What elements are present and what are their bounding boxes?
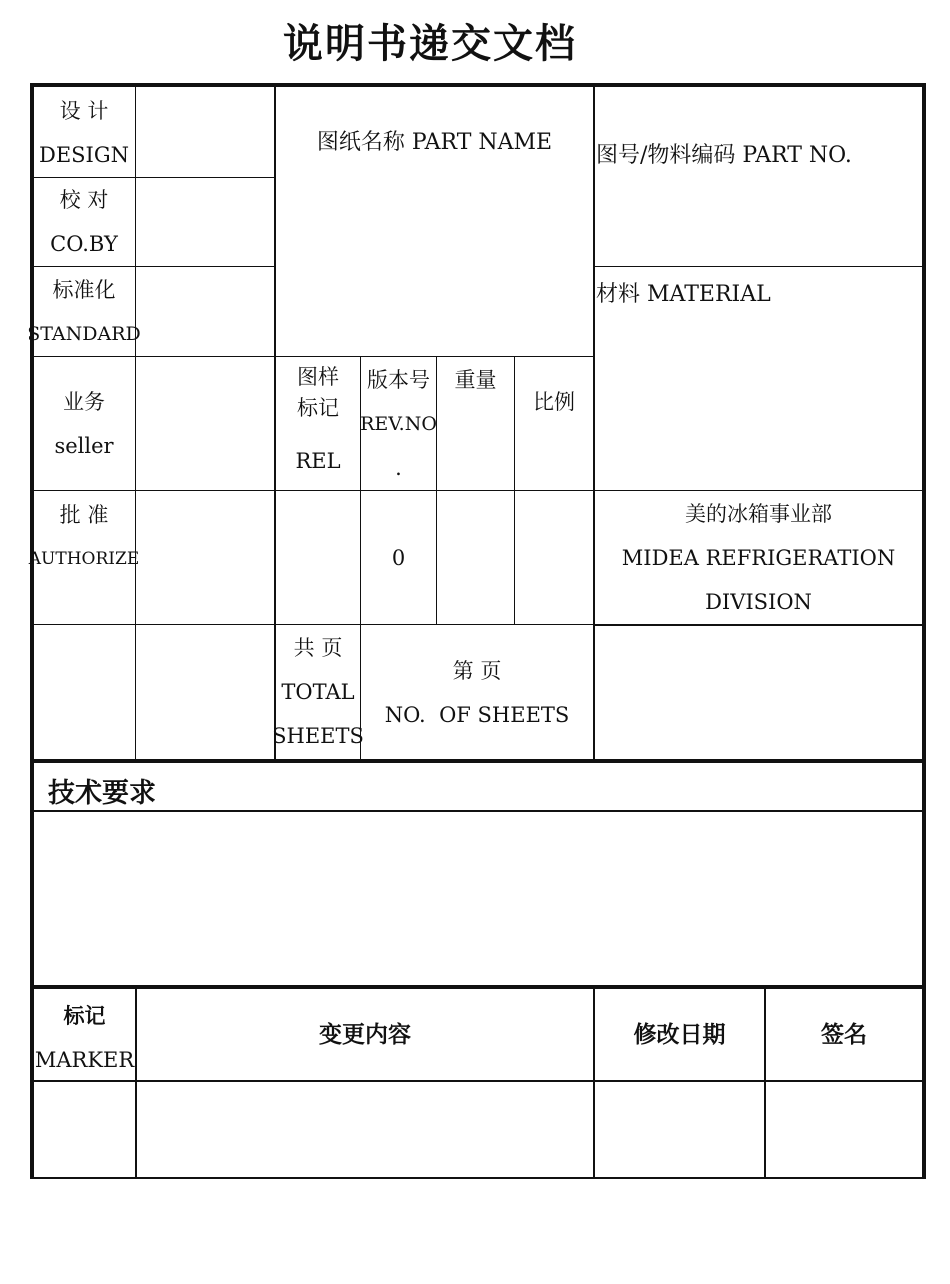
tech-requirements-body[interactable]: [34, 812, 922, 985]
weight-label: 重量: [454, 368, 497, 392]
company-name: 美的冰箱事业部 MIDEA REFRIGERATION DIVISION: [621, 501, 896, 614]
check-label: 校 对 CO.BY: [50, 188, 118, 256]
authorize-label: 批 准 AUTHORIZE: [28, 503, 140, 569]
total-sheets-label: 共 页 TOTAL SHEETS: [272, 636, 364, 748]
revision-value: 0: [391, 546, 406, 570]
sheet-number-label: 第 页 NO. OF SHEETS: [384, 659, 570, 727]
document-title: 说明书递交文档: [283, 21, 577, 67]
part-no-label: 图号/物料编码 PART NO.: [596, 143, 852, 168]
modify-date-header: 修改日期: [633, 1021, 726, 1048]
scale-label: 比例: [533, 390, 575, 414]
change-content-header: 变更内容: [319, 1021, 411, 1048]
table-row[interactable]: [34, 1082, 922, 1177]
seller-label: 业务 seller: [54, 389, 114, 458]
material-label: 材料 MATERIAL: [596, 282, 771, 307]
signature-header: 签名: [821, 1021, 867, 1048]
marker-header: 标记 MARKER: [34, 1004, 135, 1072]
revision-label: 版本号 REV.NO .: [360, 368, 437, 480]
standard-label: 标准化 STANDARD: [27, 277, 141, 345]
drawing-mark-label: 图样 标记 REL: [295, 365, 341, 473]
tech-requirements-heading: 技术要求: [48, 778, 156, 809]
part-name-label: 图纸名称 PART NAME: [316, 130, 553, 155]
design-label: 设 计 DESIGN: [39, 98, 129, 167]
